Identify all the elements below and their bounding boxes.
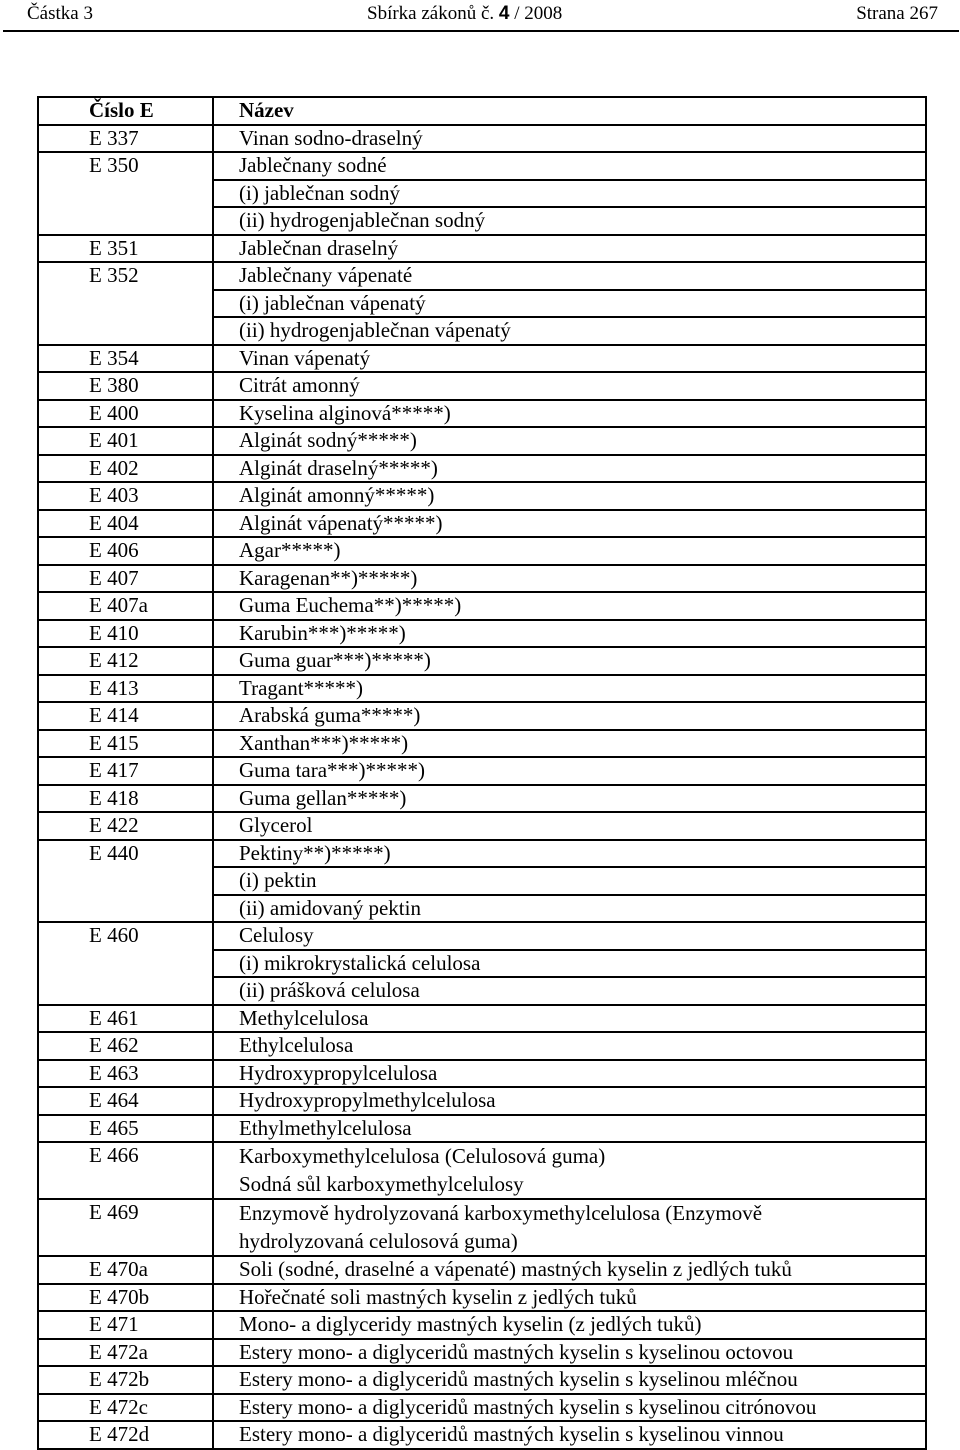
- additive-name: Tragant*****): [213, 675, 926, 703]
- additive-code: E 471: [38, 1311, 213, 1339]
- additive-name: Glycerol: [213, 812, 926, 840]
- additive-name: Jablečnany vápenaté: [213, 262, 926, 290]
- table-row: [38, 1421, 926, 1449]
- header-collection-number: 4: [498, 3, 510, 24]
- additive-code: E 470b: [38, 1284, 213, 1312]
- additive-code: E 422: [38, 812, 213, 840]
- column-header-code: Číslo E: [38, 97, 213, 125]
- page-header: [0, 0, 960, 32]
- table-row: [38, 1142, 926, 1199]
- additive-code: E 463: [38, 1060, 213, 1088]
- additive-name: [213, 1142, 926, 1199]
- table-row: [38, 675, 926, 703]
- additive-name: Ethylcelulosa: [213, 1032, 926, 1060]
- additive-name: Estery mono- a diglyceridů mastných kyselin s kyselinou citrónovou: [213, 1394, 926, 1422]
- additive-name: Estery mono- a diglyceridů mastných kyselin s kyselinou vinnou: [213, 1421, 926, 1449]
- table-row: [38, 1311, 926, 1339]
- table-row: [38, 262, 926, 290]
- additive-code: E 402: [38, 455, 213, 483]
- additive-code: E 466: [38, 1142, 213, 1199]
- table-row: [38, 757, 926, 785]
- additive-name: Guma guar***)*****): [213, 647, 926, 675]
- additive-name: Xanthan***)*****): [213, 730, 926, 758]
- additive-code: E 460: [38, 922, 213, 1005]
- table-row: [38, 1284, 926, 1312]
- additive-name: Hydroxypropylmethylcelulosa: [213, 1087, 926, 1115]
- table-row: [38, 125, 926, 153]
- additive-code: E 414: [38, 702, 213, 730]
- additive-name: Vinan vápenatý: [213, 345, 926, 373]
- table-row: [38, 510, 926, 538]
- additive-code: E 337: [38, 125, 213, 153]
- header-rule: [3, 30, 959, 32]
- additive-code: E 472c: [38, 1394, 213, 1422]
- additive-code: E 412: [38, 647, 213, 675]
- additive-name: Kyselina alginová*****): [213, 400, 926, 428]
- header-part: Částka 3: [27, 3, 93, 24]
- additive-name: Guma Euchema**)*****): [213, 592, 926, 620]
- additive-name: Celulosy: [213, 922, 926, 950]
- table-header-row: [38, 97, 926, 125]
- column-header-name: Název: [213, 97, 926, 125]
- table-row: [38, 565, 926, 593]
- additive-name: Karagenan**)*****): [213, 565, 926, 593]
- additive-code: E 404: [38, 510, 213, 538]
- additive-name: Soli (sodné, draselné a vápenaté) mastných kyselin z jedlých tuků: [213, 1256, 926, 1284]
- table-row: [38, 730, 926, 758]
- table-row: [38, 1032, 926, 1060]
- table-row: [38, 592, 926, 620]
- table-row: [38, 647, 926, 675]
- additive-code: E 415: [38, 730, 213, 758]
- additive-code: E 403: [38, 482, 213, 510]
- additive-name-line: Sodná sůl karboxymethylcelulosy: [239, 1171, 524, 1196]
- additive-code: E 465: [38, 1115, 213, 1143]
- table-row: [38, 1060, 926, 1088]
- additive-subitem: (i) jablečnan vápenatý: [213, 290, 926, 318]
- additive-code: E 351: [38, 235, 213, 263]
- additive-code: E 401: [38, 427, 213, 455]
- table-row: [38, 152, 926, 180]
- additive-name-line: hydrolyzovaná celulosová guma): [239, 1228, 518, 1253]
- table-body: [38, 97, 926, 1449]
- additive-name-line: Karboxymethylcelulosa (Celulosová guma): [239, 1144, 606, 1168]
- additive-subitem: (i) mikrokrystalická celulosa: [213, 950, 926, 978]
- additive-code: E 400: [38, 400, 213, 428]
- additives-table: [37, 96, 927, 1450]
- additive-code: E 350: [38, 152, 213, 235]
- additive-name: Alginát sodný*****): [213, 427, 926, 455]
- additive-code: E 470a: [38, 1256, 213, 1284]
- table-row: [38, 345, 926, 373]
- additive-code: E 462: [38, 1032, 213, 1060]
- table-row: [38, 620, 926, 648]
- additive-name: Estery mono- a diglyceridů mastných kyselin s kyselinou mléčnou: [213, 1366, 926, 1394]
- additive-code: E 418: [38, 785, 213, 813]
- additive-code: E 472d: [38, 1421, 213, 1449]
- table-row: [38, 840, 926, 868]
- table-row: [38, 922, 926, 950]
- additive-name: Mono- a diglyceridy mastných kyselin (z jedlých tuků): [213, 1311, 926, 1339]
- additive-name: Hořečnaté soli mastných kyselin z jedlých tuků: [213, 1284, 926, 1312]
- table-row: [38, 482, 926, 510]
- table-row: [38, 537, 926, 565]
- additive-subitem: (i) pektin: [213, 867, 926, 895]
- additive-name: Karubin***)*****): [213, 620, 926, 648]
- table-row: [38, 455, 926, 483]
- additive-subitem: (ii) amidovaný pektin: [213, 895, 926, 923]
- table-row: [38, 1005, 926, 1033]
- additive-code: E 354: [38, 345, 213, 373]
- additive-code: E 413: [38, 675, 213, 703]
- header-collection-label: Sbírka zákonů č.: [367, 3, 495, 24]
- additive-name: Jablečnany sodné: [213, 152, 926, 180]
- table-row: [38, 1394, 926, 1422]
- additive-name: Arabská guma*****): [213, 702, 926, 730]
- additive-code: E 440: [38, 840, 213, 923]
- table-row: [38, 400, 926, 428]
- additive-subitem: (i) jablečnan sodný: [213, 180, 926, 208]
- additive-name: Vinan sodno-draselný: [213, 125, 926, 153]
- header-collection: [367, 3, 562, 25]
- table-row: [38, 1087, 926, 1115]
- table-row: [38, 785, 926, 813]
- additive-name: Citrát amonný: [213, 372, 926, 400]
- additive-name: [213, 1199, 926, 1256]
- additive-name: Hydroxypropylcelulosa: [213, 1060, 926, 1088]
- additive-code: E 472b: [38, 1366, 213, 1394]
- additive-code: E 464: [38, 1087, 213, 1115]
- additive-subitem: (ii) hydrogenjablečnan sodný: [213, 207, 926, 235]
- additive-name: Alginát amonný*****): [213, 482, 926, 510]
- additive-code: E 469: [38, 1199, 213, 1256]
- header-page-number: Strana 267: [856, 3, 938, 24]
- table-row: [38, 372, 926, 400]
- additive-code: E 410: [38, 620, 213, 648]
- additive-name: Alginát draselný*****): [213, 455, 926, 483]
- additive-subitem: (ii) prášková celulosa: [213, 977, 926, 1005]
- table-row: [38, 235, 926, 263]
- additive-name: Guma tara***)*****): [213, 757, 926, 785]
- additive-code: E 472a: [38, 1339, 213, 1367]
- additive-name-line: Enzymově hydrolyzovaná karboxymethylcelulosa (Enzymově: [239, 1201, 763, 1225]
- table-row: [38, 1256, 926, 1284]
- additive-code: E 461: [38, 1005, 213, 1033]
- additive-code: E 407a: [38, 592, 213, 620]
- table-row: [38, 1366, 926, 1394]
- additive-name: Pektiny**)*****): [213, 840, 926, 868]
- additive-code: E 380: [38, 372, 213, 400]
- header-collection-year: / 2008: [514, 3, 563, 24]
- table-row: [38, 427, 926, 455]
- additive-name: Ethylmethylcelulosa: [213, 1115, 926, 1143]
- additive-name: Estery mono- a diglyceridů mastných kyselin s kyselinou octovou: [213, 1339, 926, 1367]
- table-row: [38, 812, 926, 840]
- additive-subitem: (ii) hydrogenjablečnan vápenatý: [213, 317, 926, 345]
- table-row: [38, 702, 926, 730]
- additive-name: Jablečnan draselný: [213, 235, 926, 263]
- table-row: [38, 1339, 926, 1367]
- table-row: [38, 1199, 926, 1256]
- additive-code: E 352: [38, 262, 213, 345]
- additive-code: E 417: [38, 757, 213, 785]
- additive-name: Methylcelulosa: [213, 1005, 926, 1033]
- additive-code: E 407: [38, 565, 213, 593]
- additive-name: Agar*****): [213, 537, 926, 565]
- additive-name: Guma gellan*****): [213, 785, 926, 813]
- table-row: [38, 1115, 926, 1143]
- additive-code: E 406: [38, 537, 213, 565]
- additive-name: Alginát vápenatý*****): [213, 510, 926, 538]
